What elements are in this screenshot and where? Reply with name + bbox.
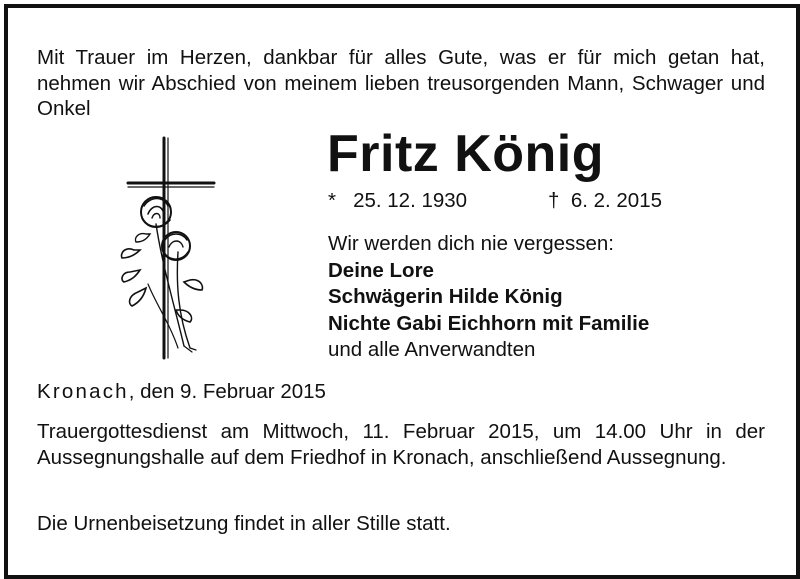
urn-text: Die Urnenbeisetzung findet in aller Stille statt. bbox=[37, 512, 451, 535]
deceased-name: Fritz König bbox=[327, 125, 605, 183]
birth-symbol: * bbox=[328, 189, 336, 212]
service-text: Trauergottesdienst am Mittwoch, 11. Februar 2015, um 14.00 Uhr in der Aussegnungshalle auf dem Friedhof in Kronach, anschließend Aussegnung. bbox=[37, 420, 765, 469]
mourner-name: Deine Lore bbox=[328, 258, 434, 282]
intro-text: Mit Trauer im Herzen, dankbar für alles Gute, was er für mich getan hat, nehmen wir Abschied von meinem lieben treusorgenden Mann, Schwager und Onkel bbox=[37, 46, 765, 120]
cross-with-roses-icon bbox=[118, 134, 218, 369]
mourner-name: Schwägerin Hilde König bbox=[328, 285, 563, 308]
place-date-line bbox=[37, 379, 765, 405]
mourner-name: Nichte Gabi Eichhorn mit Familie bbox=[328, 311, 650, 335]
death-date: 6. 2. 2015 bbox=[570, 189, 663, 212]
mourners-intro: Wir werden dich nie vergessen: bbox=[328, 232, 614, 255]
death-date-line bbox=[548, 188, 662, 214]
mourners-closing: und alle Anverwandten bbox=[328, 338, 536, 361]
mourners-block bbox=[328, 231, 649, 364]
place-town: Kronach bbox=[37, 380, 129, 403]
birth-date: 25. 12. 1930 bbox=[353, 189, 468, 212]
death-symbol: † bbox=[548, 189, 560, 212]
place-date: , den 9. Februar 2015 bbox=[128, 380, 326, 403]
birth-date-line bbox=[328, 188, 467, 214]
